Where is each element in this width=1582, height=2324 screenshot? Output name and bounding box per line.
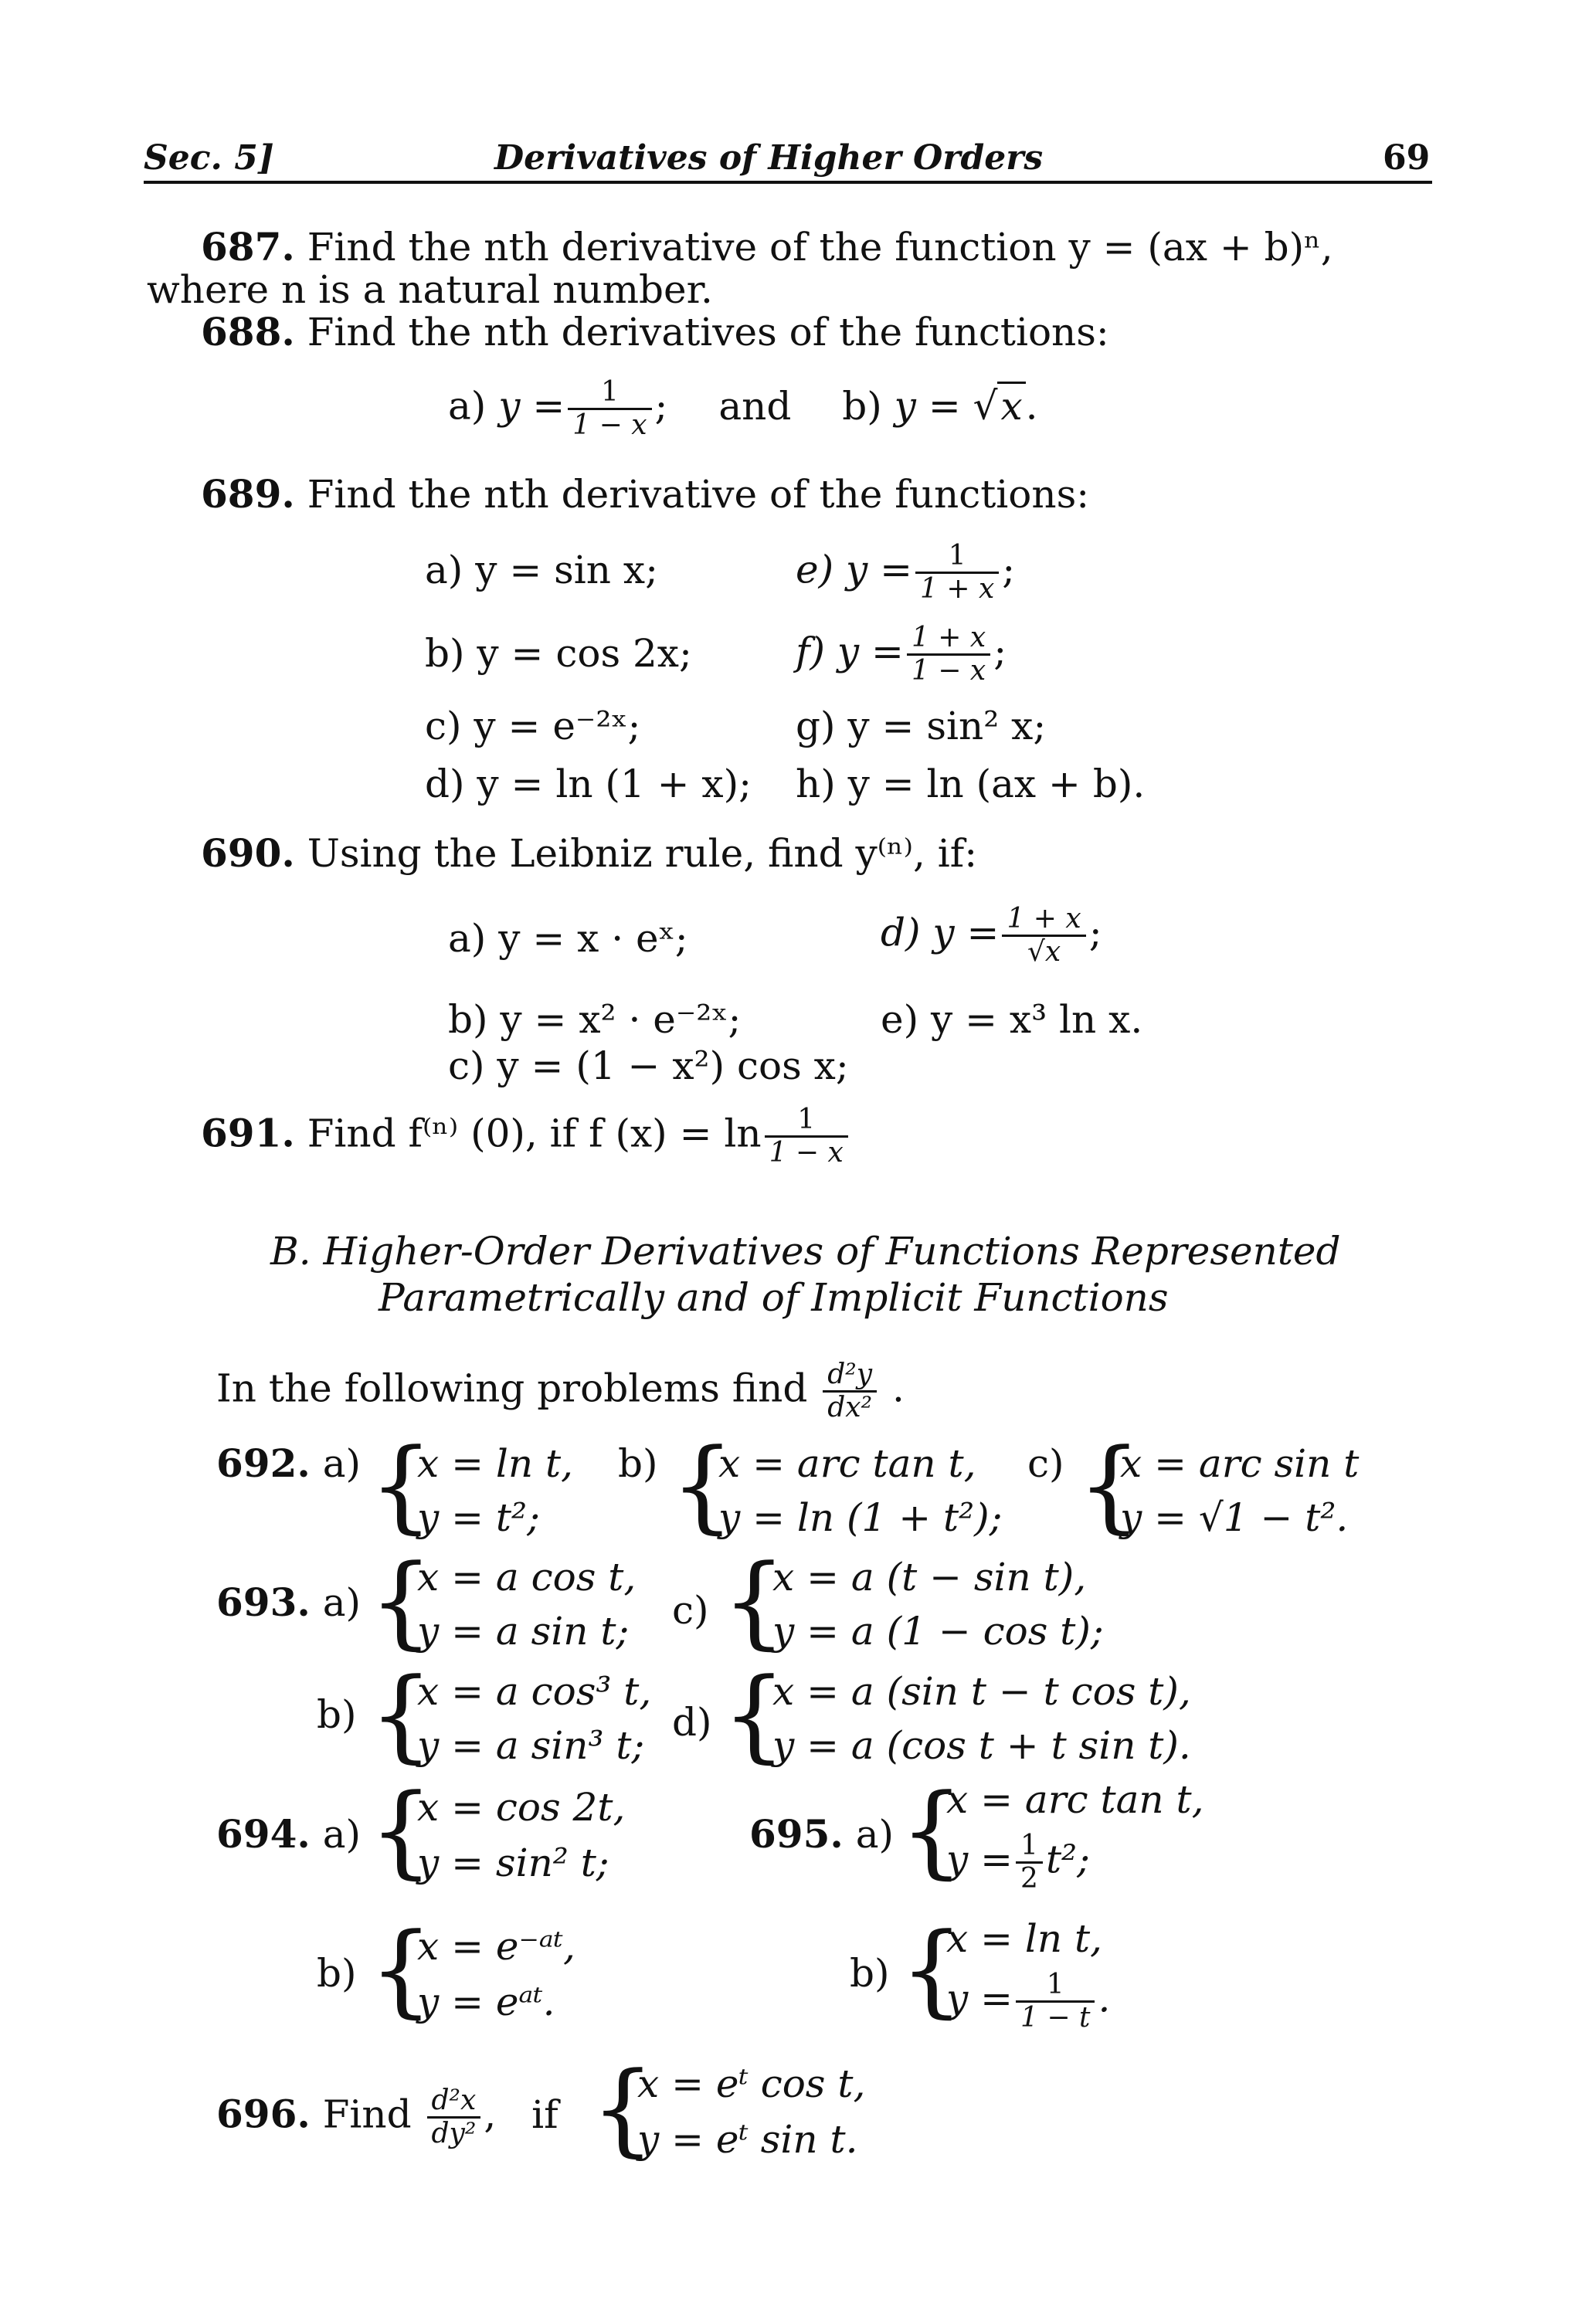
fraction — [568, 377, 651, 441]
brace: { — [369, 1911, 433, 2028]
formula: e) y = — [796, 547, 913, 592]
item-693b-x: x = a cos³ t, — [417, 1669, 652, 1714]
problem-number: 693. — [216, 1579, 311, 1625]
item-689f — [796, 623, 1007, 687]
item-695a-y — [946, 1830, 1090, 1895]
section-heading-line1: B. Higher-Order Derivatives of Functions Represented — [270, 1229, 1341, 1274]
punct: ; — [1002, 547, 1016, 592]
item-695b-x: x = ln t, — [946, 1916, 1102, 1961]
problem-number: 695. — [749, 1811, 844, 1857]
item-label: a) — [322, 1441, 362, 1486]
item-label: b) — [842, 383, 882, 429]
radicand: x — [997, 382, 1025, 429]
problem-691 — [201, 1104, 851, 1169]
denominator: √x — [1027, 936, 1061, 968]
numerator: 1 + x — [1002, 904, 1085, 937]
item-696-y: y = eᵗ sin t. — [637, 2117, 858, 2162]
problem-number: 688. — [201, 309, 295, 355]
numerator: d²y — [823, 1359, 877, 1393]
formula: y = √ — [894, 383, 998, 429]
item-689h: h) y = ln (ax + b). — [796, 762, 1146, 806]
item-label: a) — [322, 1580, 362, 1625]
item-label: a) — [855, 1812, 895, 1857]
header-rule — [144, 181, 1432, 184]
page-number: 69 — [1383, 138, 1431, 178]
fraction — [907, 623, 990, 687]
item-label: c) — [1027, 1441, 1064, 1486]
item-692a-y: y = t²; — [417, 1495, 540, 1540]
brace: { — [900, 1772, 964, 1889]
formula: d) y = — [881, 910, 1000, 955]
item-693d-x: x = a (sin t − t cos t), — [772, 1669, 1191, 1714]
problem-690 — [201, 830, 977, 877]
item-label: b) — [850, 1951, 890, 1996]
intro-line — [216, 1359, 905, 1423]
fraction — [823, 1359, 877, 1423]
item-692c-y: y = √1 − t². — [1120, 1495, 1349, 1540]
item-694b-x: x = e⁻ᵃᵗ, — [417, 1924, 575, 1969]
item-label: d) — [672, 1700, 712, 1745]
item-693c-x: x = a (t − sin t), — [772, 1555, 1087, 1600]
denominator: 2 — [1020, 1863, 1038, 1895]
item-label: b) — [317, 1951, 357, 1996]
item-label: b) — [317, 1692, 357, 1737]
fraction — [765, 1104, 848, 1169]
intro-text: In the following problems find — [216, 1366, 808, 1411]
conjunction: and — [718, 383, 792, 429]
item-692c-x: x = arc sin t — [1120, 1441, 1360, 1486]
punct: , — [484, 2092, 497, 2137]
item-689a: a) y = sin x; — [425, 548, 658, 592]
item-label: c) — [672, 1588, 709, 1633]
brace: { — [591, 2050, 655, 2167]
item-690b: b) y = x² · e⁻²ˣ; — [448, 997, 742, 1042]
brace: { — [369, 1427, 433, 1544]
item-693b-y: y = a sin³ t; — [417, 1723, 645, 1768]
item-690d — [881, 904, 1102, 968]
problem-693-number — [216, 1579, 361, 1626]
problem-689 — [201, 471, 1089, 517]
problem-text: Find f⁽ⁿ⁾ (0), if f (x) = ln — [307, 1111, 762, 1156]
section-heading-line2: Parametrically and of Implicit Functions — [379, 1275, 1169, 1320]
problem-688-items — [448, 377, 1038, 441]
punct: . — [891, 1366, 905, 1411]
fraction — [915, 541, 999, 605]
numerator: d²x — [427, 2085, 481, 2119]
numerator: 1 — [568, 377, 651, 410]
item-690c: c) y = (1 − x²) cos x; — [448, 1043, 849, 1088]
numerator: 1 — [1016, 1969, 1095, 2003]
item-693a-x: x = a cos t, — [417, 1555, 637, 1600]
problem-number: 687. — [201, 224, 295, 270]
punct: . — [1098, 1976, 1111, 2021]
item-689d: d) y = ln (1 + x); — [425, 762, 752, 806]
problem-text: Find the nth derivative of the functions: — [307, 472, 1090, 517]
item-692a-x: x = ln t, — [417, 1441, 573, 1486]
denominator: 1 + x — [920, 573, 995, 605]
formula: y = — [498, 383, 565, 429]
denominator: dx² — [827, 1392, 873, 1423]
problem-688 — [201, 309, 1109, 355]
denominator: dy² — [431, 2118, 477, 2149]
item-695b-y — [946, 1969, 1110, 2034]
problem-696 — [216, 2085, 558, 2149]
problem-number: 694. — [216, 1811, 311, 1857]
problem-694-number — [216, 1811, 361, 1858]
numerator: 1 — [765, 1104, 848, 1138]
item-692b-y: y = ln (1 + t²); — [718, 1495, 1003, 1540]
problem-number: 689. — [201, 471, 295, 517]
item-690a: a) y = x · eˣ; — [448, 916, 688, 961]
item-689e — [796, 541, 1015, 605]
formula: f) y = — [796, 629, 904, 674]
problem-text: Using the Leibniz rule, find y⁽ⁿ⁾, if: — [307, 831, 978, 876]
denominator: 1 − x — [911, 655, 986, 687]
brace: { — [369, 1542, 433, 1660]
fraction — [1016, 1830, 1043, 1895]
item-692b-x: x = arc tan t, — [718, 1441, 976, 1486]
numerator: 1 — [1016, 1830, 1043, 1864]
problem-text: Find the nth derivative of the function y = (ax + b)ⁿ, — [307, 225, 1333, 270]
brace: { — [1078, 1427, 1142, 1544]
problem-687 — [201, 224, 1333, 270]
item-689c: c) y = e⁻²ˣ; — [425, 704, 641, 748]
brace: { — [722, 1542, 786, 1660]
item-690e: e) y = x³ ln x. — [881, 997, 1143, 1042]
item-693c-y: y = a (1 − cos t); — [772, 1609, 1104, 1654]
item-694a-x: x = cos 2t, — [417, 1785, 626, 1830]
formula: y = — [946, 1976, 1013, 2021]
brace: { — [900, 1911, 964, 2028]
punct: ; — [1088, 910, 1102, 955]
formula: y = — [946, 1837, 1013, 1882]
item-689g: g) y = sin² x; — [796, 704, 1047, 748]
conjunction: if — [531, 2092, 558, 2137]
problem-695-number — [749, 1811, 894, 1858]
punct: ; — [654, 383, 668, 429]
item-689b: b) y = cos 2x; — [425, 631, 692, 676]
item-label: a) — [448, 383, 487, 429]
item-695a-x: x = arc tan t, — [946, 1777, 1204, 1822]
problem-687-line2: where n is a natural number. — [147, 267, 713, 312]
denominator: 1 − x — [769, 1137, 844, 1169]
running-header-title: Derivatives of Higher Orders — [494, 138, 1044, 178]
problem-text: Find — [322, 2092, 412, 2137]
problem-text: Find the nth derivatives of the functions: — [307, 310, 1109, 355]
punct: . — [1025, 383, 1038, 429]
numerator: 1 + x — [907, 623, 990, 656]
problem-692-number — [216, 1440, 361, 1487]
item-693d-y: y = a (cos t + t sin t). — [772, 1723, 1191, 1768]
brace: { — [369, 1772, 433, 1889]
problem-number: 690. — [201, 830, 295, 876]
running-header-section: Sec. 5] — [144, 138, 274, 178]
fraction — [1002, 904, 1085, 968]
punct: ; — [993, 629, 1007, 674]
denominator: 1 − x — [572, 409, 647, 441]
item-693a-y: y = a sin t; — [417, 1609, 630, 1654]
item-label: a) — [322, 1812, 362, 1857]
brace: { — [369, 1656, 433, 1773]
problem-number: 696. — [216, 2091, 311, 2137]
fraction — [1016, 1969, 1095, 2034]
brace: { — [722, 1656, 786, 1773]
problem-number: 692. — [216, 1440, 311, 1486]
item-694b-y: y = eᵃᵗ. — [417, 1980, 555, 2024]
item-694a-y: y = sin² t; — [417, 1841, 609, 1885]
problem-number: 691. — [201, 1110, 295, 1156]
item-label: b) — [618, 1441, 658, 1486]
formula: t²; — [1045, 1837, 1090, 1882]
denominator: 1 − t — [1020, 2002, 1091, 2034]
fraction — [427, 2085, 481, 2149]
numerator: 1 — [915, 541, 999, 574]
brace: { — [670, 1427, 735, 1544]
item-696-x: x = eᵗ cos t, — [637, 2061, 866, 2106]
